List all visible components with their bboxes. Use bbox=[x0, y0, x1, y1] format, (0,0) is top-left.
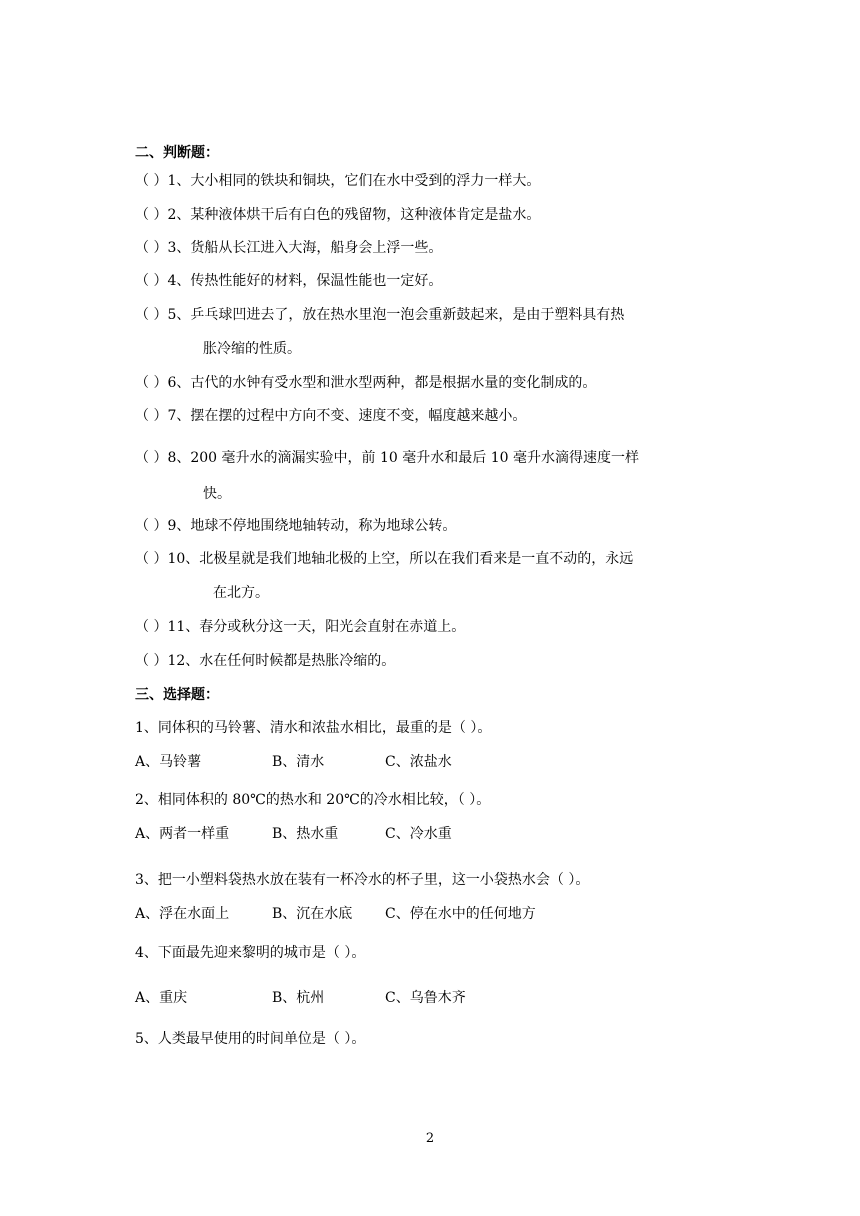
choice-q4-option-b: B、杭州 bbox=[272, 990, 325, 1006]
judge-item-8-cont: 快。 bbox=[203, 486, 231, 502]
judge-item-8: （ ）8、200 毫升水的滴漏实验中，前 10 毫升水和最后 10 毫升水滴得速度一样 bbox=[135, 450, 639, 466]
choice-q2-option-b: B、热水重 bbox=[272, 826, 339, 842]
choice-q3-option-b: B、沉在水底 bbox=[272, 906, 353, 922]
section-3-title: 三、选择题： bbox=[135, 687, 219, 703]
judge-item-9: （ ）9、地球不停地围绕地轴转动，称为地球公转。 bbox=[135, 518, 457, 534]
choice-q4-option-c: C、乌鲁木齐 bbox=[385, 990, 466, 1006]
page-number: 2 bbox=[425, 1131, 435, 1146]
section-2-title: 二、判断题： bbox=[135, 145, 219, 161]
choice-q1: 1、同体积的马铃薯、清水和浓盐水相比，最重的是（ ）。 bbox=[135, 720, 492, 736]
choice-q2-option-c: C、冷水重 bbox=[385, 826, 452, 842]
judge-item-5: （ ）5、乒乓球凹进去了，放在热水里泡一泡会重新鼓起来，是由于塑料具有热 bbox=[135, 307, 625, 323]
judge-item-2: （ ）2、某种液体烘干后有白色的残留物，这种液体肯定是盐水。 bbox=[135, 207, 541, 223]
choice-q1-option-a: A、马铃薯 bbox=[135, 754, 202, 770]
choice-q2: 2、相同体积的 80℃的热水和 20℃的冷水相比较，（ ）。 bbox=[135, 792, 491, 808]
choice-q2-option-a: A、两者一样重 bbox=[135, 826, 230, 842]
choice-q4-option-a: A、重庆 bbox=[135, 990, 188, 1006]
judge-item-7: （ ）7、摆在摆的过程中方向不变、速度不变，幅度越来越小。 bbox=[135, 408, 527, 424]
judge-item-12: （ ）12、水在任何时候都是热胀冷缩的。 bbox=[135, 653, 396, 669]
judge-item-10-cont: 在北方。 bbox=[213, 585, 269, 601]
choice-q3-option-c: C、停在水中的任何地方 bbox=[385, 906, 536, 922]
choice-q1-option-b: B、清水 bbox=[272, 754, 325, 770]
choice-q4: 4、下面最先迎来黎明的城市是（ ）。 bbox=[135, 945, 366, 961]
choice-q3: 3、把一小塑料袋热水放在装有一杯冷水的杯子里，这一小袋热水会（ ）。 bbox=[135, 872, 590, 888]
judge-item-10: （ ）10、北极星就是我们地轴北极的上空，所以在我们看来是一直不动的，永远 bbox=[135, 551, 634, 567]
judge-item-3: （ ）3、货船从长江进入大海，船身会上浮一些。 bbox=[135, 240, 443, 256]
choice-q1-option-c: C、浓盐水 bbox=[385, 754, 452, 770]
judge-item-6: （ ）6、古代的水钟有受水型和泄水型两种，都是根据水量的变化制成的。 bbox=[135, 375, 597, 391]
judge-item-4: （ ）4、传热性能好的材料，保温性能也一定好。 bbox=[135, 273, 443, 289]
choice-q5: 5、人类最早使用的时间单位是（ ）。 bbox=[135, 1031, 366, 1047]
judge-item-5-cont: 胀冷缩的性质。 bbox=[203, 341, 301, 357]
judge-item-11: （ ）11、春分或秋分这一天，阳光会直射在赤道上。 bbox=[135, 619, 466, 635]
choice-q3-option-a: A、浮在水面上 bbox=[135, 906, 230, 922]
judge-item-1: （ ）1、大小相同的铁块和铜块，它们在水中受到的浮力一样大。 bbox=[135, 173, 541, 189]
